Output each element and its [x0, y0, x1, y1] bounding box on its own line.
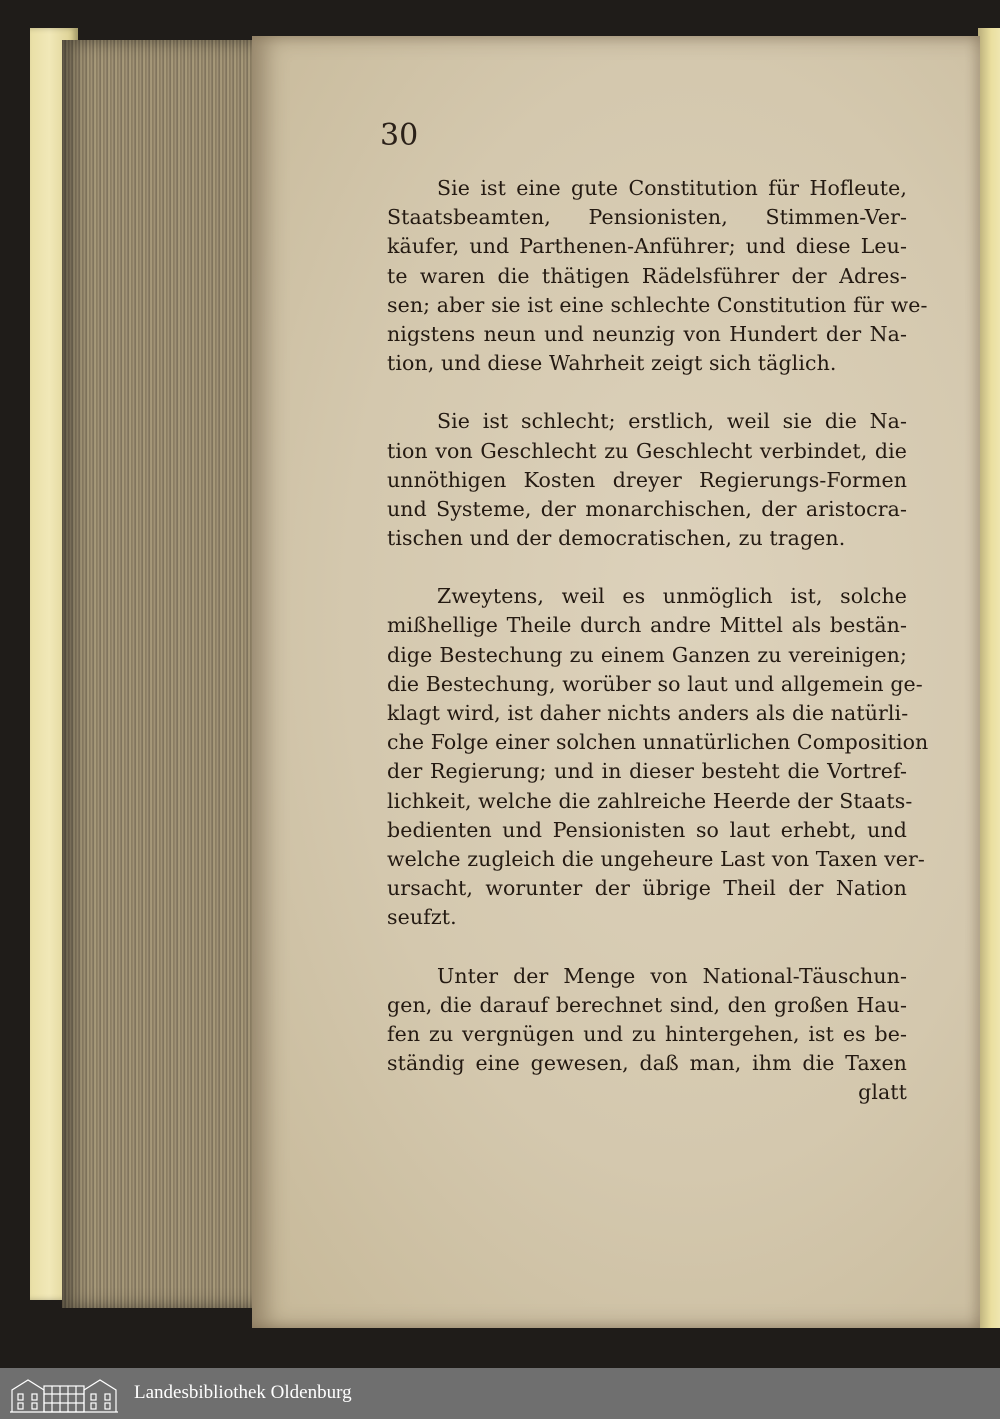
text-line: tion, und diese Wahrheit zeigt sich täglich.	[387, 351, 837, 376]
text-line: che Folge einer solchen unnatürlichen Composition	[387, 730, 929, 755]
library-name: Landesbibliothek Oldenburg	[134, 1382, 352, 1403]
library-footer-bar	[0, 1368, 1000, 1419]
text-line: die Bestechung, worüber so laut und allgemein ge-	[387, 671, 923, 696]
text-line: Unter der Menge von National-Täuschun-	[437, 963, 907, 988]
text-line: seufzt.	[387, 905, 457, 930]
text-line: tischen und der democratischen, zu tragen.	[387, 526, 846, 551]
text-line: nigstens neun und neunzig von Hundert der Na-	[387, 321, 907, 346]
text-line: käufer, und Parthenen-Anführer; und diese Leu-	[387, 234, 907, 259]
page-number: 30	[380, 118, 419, 153]
text-line: tion von Geschlecht zu Geschlecht verbindet, die	[387, 438, 907, 463]
text-line: mißhellige Theile durch andre Mittel als bestän-	[387, 613, 907, 638]
text-line: unnöthigen Kosten dreyer Regierungs-Formen	[387, 467, 907, 492]
paragraph-4	[387, 962, 907, 1079]
text-line: Staatsbeamten, Pensionisten, Stimmen-Ver-	[387, 205, 907, 230]
paragraph-2	[387, 407, 907, 553]
paragraph-3	[387, 582, 929, 932]
text-line: dige Bestechung zu einem Ganzen zu vereinigen;	[387, 642, 907, 667]
text-line: klagt wird, ist daher nichts anders als die natürli-	[387, 701, 909, 725]
text-line: lichkeit, welche die zahlreiche Heerde der Staats-	[387, 788, 913, 813]
book-cover-board-right	[978, 28, 1000, 1328]
text-line: bedienten und Pensionisten so laut erhebt, und	[387, 817, 907, 842]
text-line: Zweytens, weil es unmöglich ist, solche	[437, 584, 907, 609]
text-line: sen; aber sie ist eine schlechte Constitution für we-	[387, 292, 928, 317]
text-line: Sie ist schlecht; erstlich, weil sie die Na-	[437, 409, 907, 434]
text-line: ursacht, worunter der übrige Theil der Nation	[387, 876, 907, 901]
text-line: te waren die thätigen Rädelsführer der Adres-	[387, 263, 907, 288]
book-page	[252, 36, 980, 1328]
page-edges	[62, 40, 257, 1308]
paragraph-1	[387, 174, 928, 378]
text-line: Sie ist eine gute Constitution für Hofleute,	[437, 176, 907, 200]
library-building-logo-icon	[8, 1372, 120, 1414]
text-line: gen, die darauf berechnet sind, den großen Hau-	[387, 992, 907, 1017]
text-line: fen zu vergnügen und zu hintergehen, ist es be-	[387, 1021, 907, 1046]
text-line: und Systeme, der monarchischen, der aristocra-	[387, 496, 907, 521]
text-line: ständig eine gewesen, daß man, ihm die Taxen	[387, 1051, 907, 1076]
page-text	[387, 174, 929, 1107]
text-line: welche zugleich die ungeheure Last von Taxen ver-	[387, 846, 925, 871]
catchword: glatt	[858, 1080, 907, 1105]
text-line: der Regierung; und in dieser besteht die Vortref-	[387, 759, 907, 784]
